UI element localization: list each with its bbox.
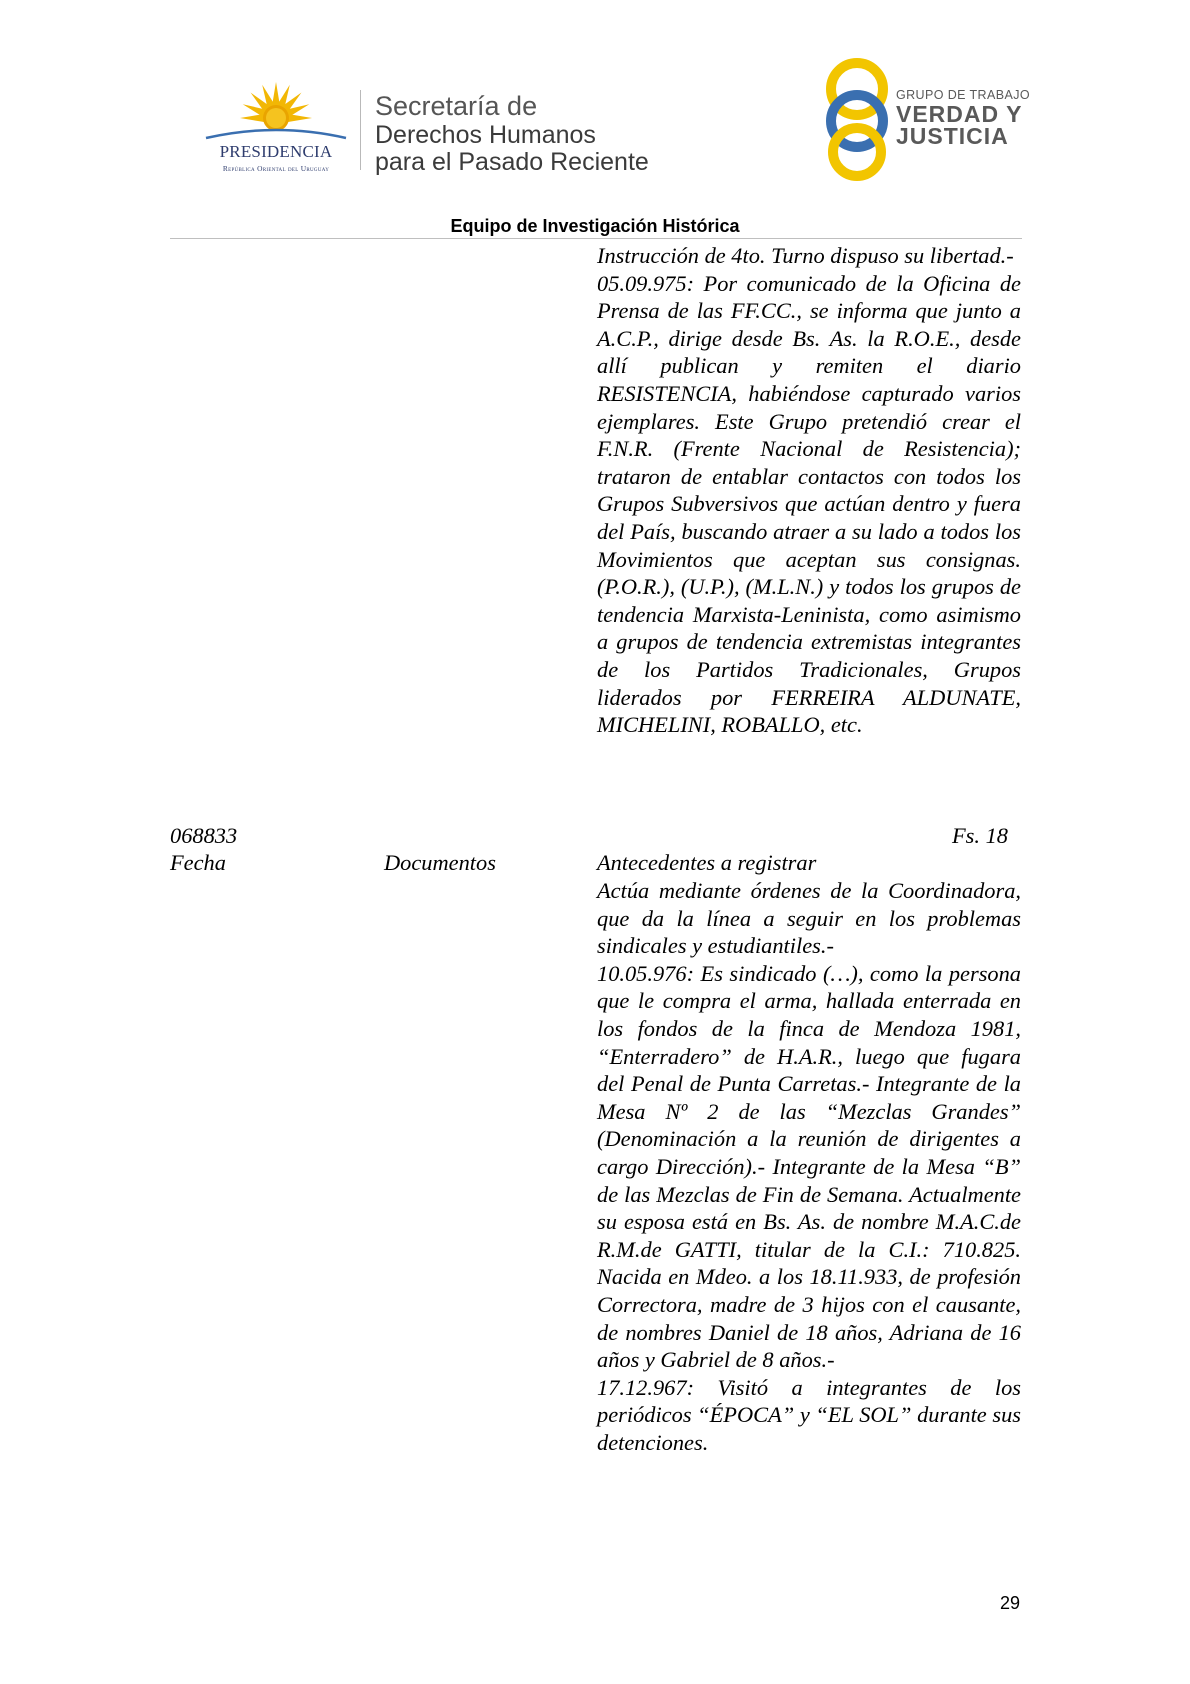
vyj-title-line-2: JUSTICIA [896, 123, 1009, 149]
secretaria-line-1: Secretaría de [375, 91, 538, 121]
block-1-paragraph: Instrucción de 4to. Turno dispuso su libertad.- [597, 243, 1014, 268]
header-divider [360, 90, 361, 170]
rings-emblem-icon [822, 56, 892, 182]
block-2-text [597, 877, 1021, 1456]
column-antecedentes: Antecedentes a registrar [597, 850, 817, 875]
team-heading: Equipo de Investigación Histórica [450, 216, 740, 236]
block-2-paragraph: 10.05.976: Es sindicado (…), como la persona que le compra el arma, hallada enterrada en los fondos de la finca de Mendoza 1981, “Enterradero” de H.A.R., luego que fugara del Penal de Punta Carretas.- Integrante de la Mesa Nº 2 de las “Mezclas Grandes” (Denominación a la reunión de dirigentes a cargo Dirección).- Integrante de la Mesa “B” de las Mezclas de Fin de Semana. Actualmente su esposa está en Bs. As. de nombre M.A.C.de R.M.de GATTI, titular de la C.I.: 710.825. Nacida en Mdeo. a los 18.11.933, de profesión Correctora, madre de 3 hijos con el causante, de nombres Daniel de 18 años, Adriana de 16 años y Gabriel de 8 años.- [597, 960, 1021, 1373]
column-documentos: Documentos [384, 850, 496, 875]
block-2-paragraph: 17.12.967: Visitó a integrantes de los periódicos “ÉPOCA” y “EL SOL” durante sus detenciones. [597, 1374, 1021, 1455]
page-number: 29 [1000, 1593, 1021, 1613]
sun-emblem-icon [196, 78, 356, 148]
column-fecha: Fecha [170, 850, 226, 875]
block-2-paragraph: Actúa mediante órdenes de la Coordinadora, que da la línea a seguir en los problemas sindicales y estudiantiles.- [597, 878, 1021, 959]
secretaria-title [375, 90, 649, 176]
presidencia-logo [196, 78, 356, 178]
vyj-subtitle: GRUPO DE TRABAJO [896, 88, 1030, 102]
block-1-text [597, 242, 1021, 739]
presidencia-subtitle: República Oriental del Uruguay [222, 164, 330, 173]
folio-number: Fs. 18 [952, 823, 1008, 848]
presidencia-name: PRESIDENCIA [219, 142, 333, 161]
header-rule [170, 238, 1022, 239]
block-1-paragraph: 05.09.975: Por comunicado de la Oficina de Prensa de las FF.CC., se informa que junto a A.C.P., dirige desde Bs. As. la R.O.E., desde allí publican y remiten el diario RESISTENCIA, habiéndose capturado varios ejemplares. Este Grupo pretendió crear el F.N.R. (Frente Nacional de Resistencia); trataron de entablar contactos con todos los Grupos Subversivos que actúan dentro y fuera del País, buscando atraer a su lado a todos los Movimientos que aceptan sus consignas. (P.O.R.), (U.P.), (M.L.N.) y todos los grupos de tendencia Marxista-Leninista, como asimismo a grupos de tendencia extremistas integrantes de los Partidos Tradicionales, Grupos liderados por FERREIRA ALDUNATE, MICHELINI, ROBALLO, etc. [597, 270, 1021, 738]
secretaria-line-2: Derechos Humanos [375, 121, 596, 149]
vyj-title-line-1: VERDAD Y [896, 101, 1023, 127]
secretaria-line-3: para el Pasado Reciente [375, 148, 649, 176]
record-number: 068833 [170, 823, 238, 848]
